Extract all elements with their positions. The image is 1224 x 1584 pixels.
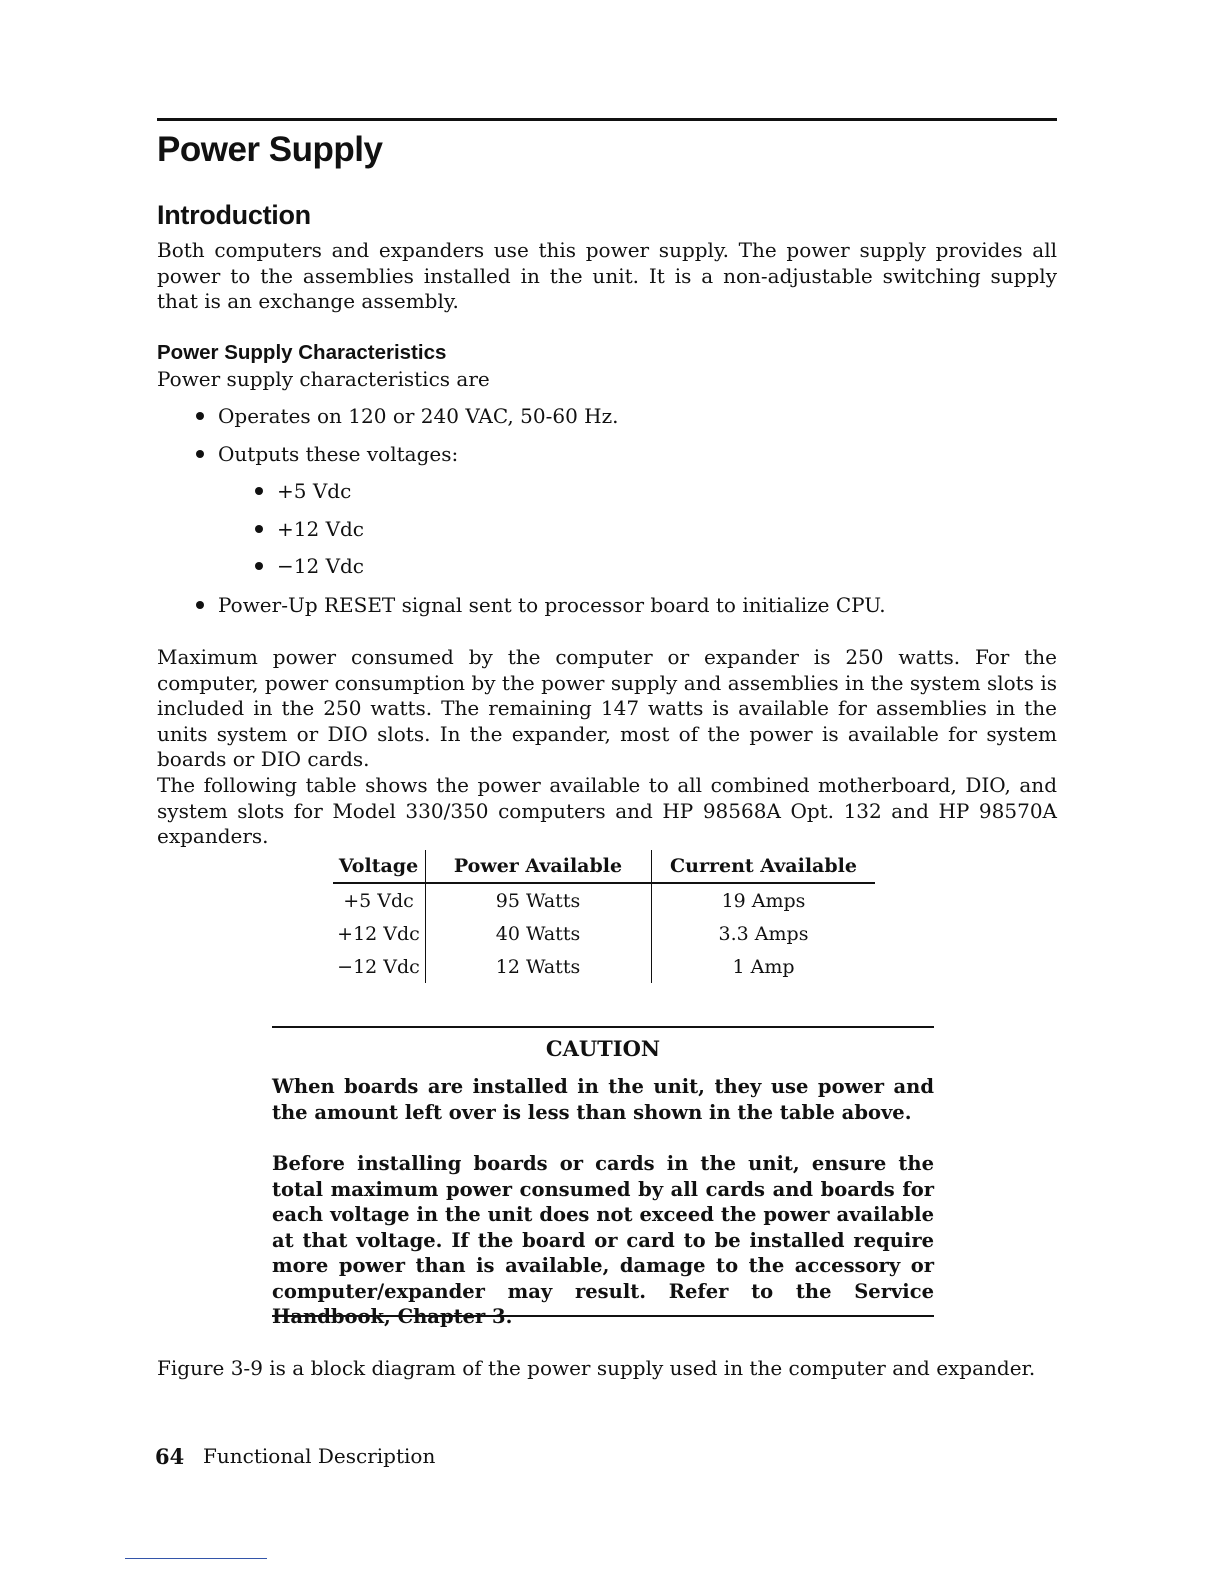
table-cell: 3.3 Amps <box>718 923 809 945</box>
subsection-heading-characteristics: Power Supply Characteristics <box>157 341 447 364</box>
bullet-list-item <box>196 404 619 429</box>
sub-bullet-list-item <box>255 517 364 542</box>
table-cell: 1 Amp <box>732 956 795 978</box>
table-header-current: Current Available <box>670 855 857 877</box>
bullet-icon <box>255 562 263 570</box>
bullet-icon <box>255 525 263 533</box>
bullet-list-item <box>196 593 886 618</box>
caution-top-rule <box>272 1026 934 1028</box>
table-cell: 12 Watts <box>495 956 581 978</box>
table-header-voltage: Voltage <box>338 855 419 877</box>
bullet-list-item <box>196 442 458 467</box>
bullet-icon <box>196 601 204 609</box>
footer-section-name: Functional Description <box>203 1444 436 1468</box>
voltage-plus-12: +12 Vdc <box>277 517 365 541</box>
sub-bullet-list-item <box>255 479 351 504</box>
bullet-icon <box>255 487 263 495</box>
table-cell: 40 Watts <box>495 923 581 945</box>
power-table <box>333 850 875 984</box>
table-cell: +12 Vdc <box>337 923 420 945</box>
bullet-text-input-voltage: Operates on 120 or 240 VAC, 50-60 Hz. <box>218 404 619 428</box>
table-intro-paragraph: The following table shows the power available to all combined motherboard, DIO, and system slots for Model 330/350 computers and HP 98568A Opt. 132 and HP 98570A expanders. <box>157 773 1057 848</box>
caution-paragraph-2: Before installing boards or cards in the unit, ensure the total maximum power consumed by all cards and boards for each voltage in the unit does not exceed the power available at that voltage. If the board or card to be installed require more power than is available, damage to the accessory or computer/expander may result. Refer to the Service Handbook, Chapter 3. <box>272 1152 934 1328</box>
voltage-plus-5: +5 Vdc <box>277 479 352 503</box>
intro-paragraph: Both computers and expanders use this power supply. The power supply provides all power to the assemblies installed in the unit. It is a non-adjustable switching supply that is an exchange assembly. <box>157 238 1057 313</box>
caution-paragraph-1: When boards are installed in the unit, they use power and the amount left over is less than shown in the table above. <box>272 1075 934 1124</box>
voltage-minus-12: −12 Vdc <box>277 554 365 578</box>
sub-bullet-list-item <box>255 554 364 579</box>
section-heading-introduction: Introduction <box>157 200 311 230</box>
bullet-icon <box>196 450 204 458</box>
max-power-paragraph: Maximum power consumed by the computer or expander is 250 watts. For the computer, power consumption by the power supply and assemblies in the system slots is included in the 250 watts. The remaining 147 watts is available for assemblies in the units system or DIO slots. In the expander, most of the power is available for system boards or DIO cards. <box>157 645 1057 771</box>
table-cell: −12 Vdc <box>337 956 420 978</box>
page-number: 64 <box>155 1444 185 1469</box>
table-header-rule <box>333 882 875 884</box>
characteristics-lead: Power supply characteristics are <box>157 367 490 391</box>
table-cell: 19 Amps <box>721 890 806 912</box>
bullet-text-outputs: Outputs these voltages: <box>218 442 459 466</box>
table-header-power: Power Available <box>453 855 623 877</box>
caution-title: CAUTION <box>545 1036 661 1061</box>
bottom-edge-mark <box>125 1558 267 1559</box>
table-cell: +5 Vdc <box>343 890 414 912</box>
page-title: Power Supply <box>157 130 383 169</box>
figure-reference: Figure 3-9 is a block diagram of the power supply used in the computer and expander. <box>157 1356 1036 1380</box>
bullet-icon <box>196 412 204 420</box>
top-rule <box>157 118 1057 121</box>
caution-bottom-rule <box>272 1315 934 1317</box>
table-cell: 95 Watts <box>495 890 581 912</box>
bullet-text-reset: Power-Up RESET signal sent to processor board to initialize CPU. <box>218 593 886 617</box>
